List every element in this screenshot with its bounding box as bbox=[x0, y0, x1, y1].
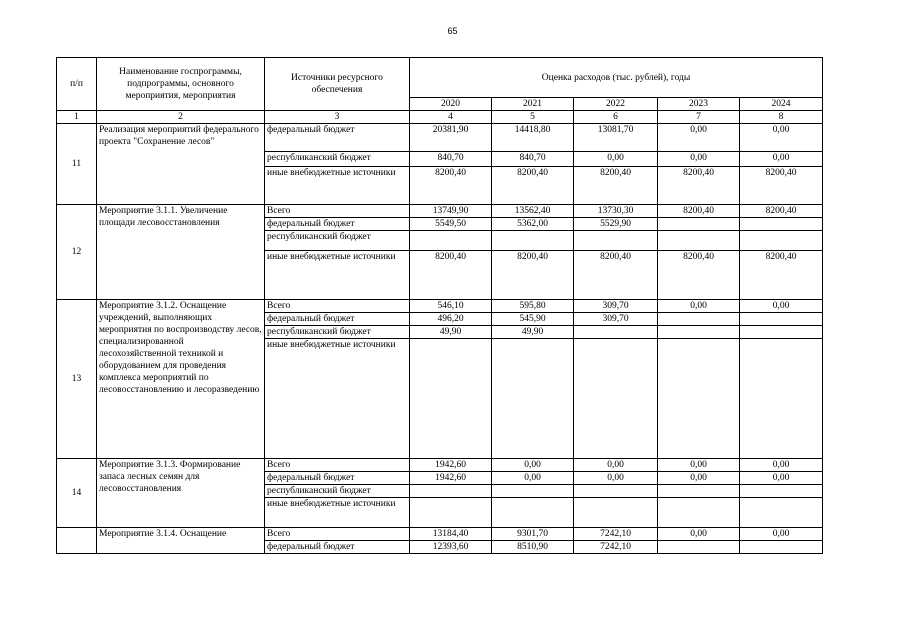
source-label: иные внебюджетные источники bbox=[265, 251, 410, 300]
source-label: иные внебюджетные источники bbox=[265, 498, 410, 528]
value-cell: 1942,60 bbox=[410, 472, 492, 485]
page-number: 65 bbox=[447, 26, 458, 36]
row-number: 13 bbox=[57, 300, 97, 459]
value-cell: 8200,40 bbox=[740, 167, 823, 205]
source-label: республиканский бюджет bbox=[265, 231, 410, 251]
source-label: иные внебюджетные источники bbox=[265, 339, 410, 459]
value-cell bbox=[740, 218, 823, 231]
value-cell: 546,10 bbox=[410, 300, 492, 313]
value-cell: 0,00 bbox=[574, 472, 658, 485]
header-year: 2021 bbox=[492, 98, 574, 111]
value-cell: 0,00 bbox=[740, 300, 823, 313]
header-estimate: Оценка расходов (тыс. рублей), годы bbox=[410, 58, 823, 98]
value-cell: 0,00 bbox=[492, 472, 574, 485]
value-cell bbox=[740, 541, 823, 554]
value-cell bbox=[574, 498, 658, 528]
value-cell bbox=[574, 326, 658, 339]
value-cell: 5362,00 bbox=[492, 218, 574, 231]
value-cell: 12393,60 bbox=[410, 541, 492, 554]
value-cell bbox=[658, 485, 740, 498]
value-cell: 8200,40 bbox=[410, 167, 492, 205]
value-cell bbox=[740, 313, 823, 326]
value-cell: 8200,40 bbox=[740, 205, 823, 218]
value-cell bbox=[492, 498, 574, 528]
source-label: федеральный бюджет bbox=[265, 218, 410, 231]
column-index: 6 bbox=[574, 111, 658, 124]
header-year: 2023 bbox=[658, 98, 740, 111]
value-cell: 20381,90 bbox=[410, 124, 492, 152]
value-cell: 0,00 bbox=[658, 300, 740, 313]
value-cell: 0,00 bbox=[740, 152, 823, 167]
value-cell: 8200,40 bbox=[740, 251, 823, 300]
value-cell bbox=[658, 326, 740, 339]
value-cell: 5549,50 bbox=[410, 218, 492, 231]
source-label: республиканский бюджет bbox=[265, 485, 410, 498]
value-cell: 0,00 bbox=[658, 528, 740, 541]
value-cell: 7242,10 bbox=[574, 541, 658, 554]
value-cell bbox=[740, 231, 823, 251]
value-cell: 0,00 bbox=[740, 124, 823, 152]
value-cell: 545,90 bbox=[492, 313, 574, 326]
value-cell: 13749,90 bbox=[410, 205, 492, 218]
value-cell: 5529,90 bbox=[574, 218, 658, 231]
column-index: 8 bbox=[740, 111, 823, 124]
value-cell: 0,00 bbox=[658, 152, 740, 167]
value-cell: 49,90 bbox=[492, 326, 574, 339]
value-cell bbox=[574, 339, 658, 459]
value-cell: 13730,30 bbox=[574, 205, 658, 218]
header-year: 2022 bbox=[574, 98, 658, 111]
value-cell bbox=[658, 231, 740, 251]
row-name: Реализация мероприятий федерального проекта "Сохранение лесов" bbox=[97, 124, 265, 205]
value-cell: 0,00 bbox=[740, 528, 823, 541]
value-cell bbox=[410, 485, 492, 498]
column-index: 1 bbox=[57, 111, 97, 124]
row-name: Мероприятие 3.1.4. Оснащение bbox=[97, 528, 265, 554]
source-label: федеральный бюджет bbox=[265, 472, 410, 485]
row-number bbox=[57, 528, 97, 554]
value-cell: 0,00 bbox=[658, 459, 740, 472]
column-index: 4 bbox=[410, 111, 492, 124]
header-name: Наименование госпрограммы, подпрограммы, основного мероприятия, мероприятия bbox=[97, 58, 265, 111]
source-label: Всего bbox=[265, 459, 410, 472]
value-cell bbox=[658, 498, 740, 528]
value-cell: 8200,40 bbox=[410, 251, 492, 300]
row-name: Мероприятие 3.1.3. Формирование запаса лесных семян для лесовосстановления bbox=[97, 459, 265, 528]
value-cell: 1942,60 bbox=[410, 459, 492, 472]
value-cell: 13081,70 bbox=[574, 124, 658, 152]
source-label: Всего bbox=[265, 205, 410, 218]
value-cell: 0,00 bbox=[574, 459, 658, 472]
value-cell: 14418,80 bbox=[492, 124, 574, 152]
value-cell: 7242,10 bbox=[574, 528, 658, 541]
value-cell: 8200,40 bbox=[658, 167, 740, 205]
header-year: 2024 bbox=[740, 98, 823, 111]
value-cell bbox=[740, 485, 823, 498]
value-cell: 9301,70 bbox=[492, 528, 574, 541]
column-index: 2 bbox=[97, 111, 265, 124]
value-cell bbox=[492, 339, 574, 459]
value-cell: 8200,40 bbox=[658, 251, 740, 300]
source-label: иные внебюджетные источники bbox=[265, 167, 410, 205]
row-name: Мероприятие 3.1.2. Оснащение учреждений, выполняющих мероприятия по воспроизводству лесов, специализированной лесохозяйственной техникой и оборудованием для проведения комплекса мероприятий по лесовосстановлению и лесоразведению bbox=[97, 300, 265, 459]
source-label: федеральный бюджет bbox=[265, 313, 410, 326]
value-cell bbox=[492, 485, 574, 498]
source-label: Всего bbox=[265, 300, 410, 313]
value-cell: 309,70 bbox=[574, 300, 658, 313]
source-label: республиканский бюджет bbox=[265, 326, 410, 339]
value-cell bbox=[740, 326, 823, 339]
column-index: 7 bbox=[658, 111, 740, 124]
value-cell bbox=[574, 485, 658, 498]
budget-table bbox=[56, 57, 823, 554]
source-label: федеральный бюджет bbox=[265, 124, 410, 152]
value-cell: 8200,40 bbox=[492, 251, 574, 300]
value-cell: 840,70 bbox=[410, 152, 492, 167]
value-cell bbox=[574, 231, 658, 251]
row-number: 14 bbox=[57, 459, 97, 528]
value-cell: 49,90 bbox=[410, 326, 492, 339]
header-source: Источники ресурсного обеспечения bbox=[265, 58, 410, 111]
value-cell bbox=[658, 339, 740, 459]
value-cell: 496,20 bbox=[410, 313, 492, 326]
value-cell: 0,00 bbox=[658, 472, 740, 485]
value-cell: 8200,40 bbox=[658, 205, 740, 218]
source-label: республиканский бюджет bbox=[265, 152, 410, 167]
column-index: 3 bbox=[265, 111, 410, 124]
value-cell bbox=[410, 498, 492, 528]
value-cell: 8510,90 bbox=[492, 541, 574, 554]
value-cell bbox=[658, 541, 740, 554]
value-cell: 13184,40 bbox=[410, 528, 492, 541]
header-year: 2020 bbox=[410, 98, 492, 111]
value-cell: 0,00 bbox=[658, 124, 740, 152]
value-cell: 8200,40 bbox=[574, 251, 658, 300]
value-cell: 0,00 bbox=[740, 459, 823, 472]
header-num: п/п bbox=[57, 58, 97, 111]
value-cell: 0,00 bbox=[740, 472, 823, 485]
value-cell: 8200,40 bbox=[492, 167, 574, 205]
value-cell bbox=[492, 231, 574, 251]
value-cell: 13562,40 bbox=[492, 205, 574, 218]
value-cell: 309,70 bbox=[574, 313, 658, 326]
row-number: 12 bbox=[57, 205, 97, 300]
value-cell bbox=[658, 313, 740, 326]
value-cell bbox=[658, 218, 740, 231]
value-cell bbox=[740, 339, 823, 459]
value-cell bbox=[740, 498, 823, 528]
value-cell: 8200,40 bbox=[574, 167, 658, 205]
value-cell: 595,80 bbox=[492, 300, 574, 313]
value-cell bbox=[410, 231, 492, 251]
row-number: 11 bbox=[57, 124, 97, 205]
source-label: федеральный бюджет bbox=[265, 541, 410, 554]
value-cell: 840,70 bbox=[492, 152, 574, 167]
column-index: 5 bbox=[492, 111, 574, 124]
value-cell bbox=[410, 339, 492, 459]
source-label: Всего bbox=[265, 528, 410, 541]
row-name: Мероприятие 3.1.1. Увеличение площади лесовосстановления bbox=[97, 205, 265, 300]
value-cell: 0,00 bbox=[574, 152, 658, 167]
value-cell: 0,00 bbox=[492, 459, 574, 472]
